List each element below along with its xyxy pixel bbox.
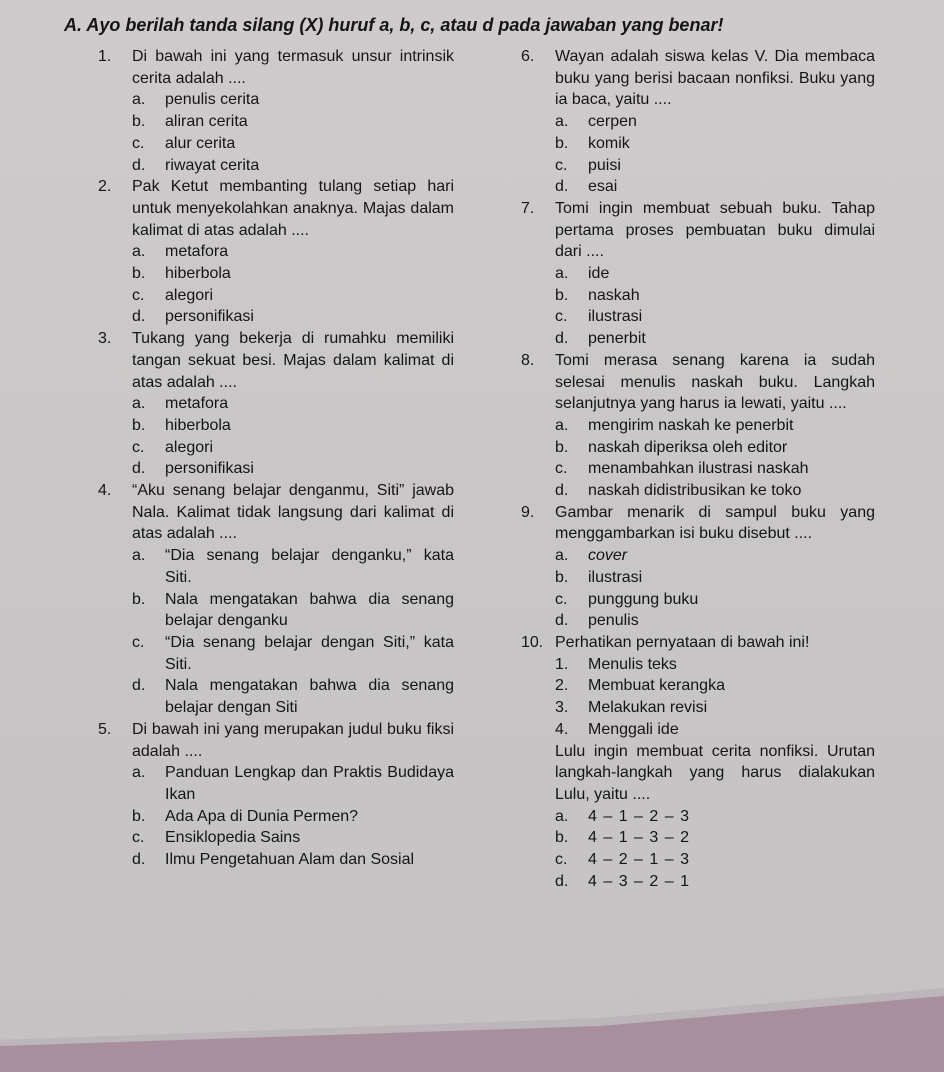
statement-text: Menulis teks [588,655,677,673]
question-stem: Di bawah ini yang termasuk unsur intrinsik cerita adalah .... [132,48,454,87]
option-label: a. [555,265,569,283]
option-text: 4 – 3 – 2 – 1 [588,872,690,890]
option-text: aliran cerita [165,113,248,131]
option-a[interactable] [132,89,454,111]
question-number: 10. [521,633,544,651]
question-number: 9. [521,503,535,521]
option-label: c. [132,438,145,456]
option-text: alegori [165,286,214,304]
option-text: naskah [588,286,640,304]
section-title: A. Ayo berilah tanda silang (X) huruf a, b, c, atau d pada jawaban yang benar! [64,15,724,35]
option-c[interactable] [555,849,875,871]
option-label: d. [555,178,569,196]
option-text: punggung buku [588,590,699,608]
option-text: personifikasi [165,308,254,326]
option-a[interactable] [132,545,454,588]
question-9 [521,502,875,632]
question-stem: Di bawah ini yang merupakan judul buku fiksi adalah .... [132,720,454,760]
option-label: c. [132,134,145,152]
statement-4 [555,719,875,741]
option-d[interactable] [555,871,875,893]
option-text: mengirim naskah ke penerbit [588,416,794,434]
option-c[interactable] [555,306,875,328]
option-label: c. [555,460,568,478]
option-text: Nala mengatakan bahwa dia senang belajar dengan Siti [165,677,454,717]
option-a[interactable] [555,806,875,828]
option-c[interactable] [555,589,875,611]
question-stem: Tomi ingin membuat sebuah buku. Tahap pertama proses pembuatan buku dimulai dari .... [555,199,875,261]
option-label: a. [555,113,569,131]
option-label: b. [132,590,146,608]
question-number: 7. [521,199,535,217]
option-label: d. [132,460,146,478]
option-c[interactable] [132,827,454,849]
option-text: 4 – 1 – 3 – 2 [588,829,690,847]
option-label: b. [555,829,569,847]
option-c[interactable] [132,133,454,155]
statement-text: Menggali ide [588,720,679,738]
option-text: “Dia senang belajar denganku,” kata Siti. [165,547,454,586]
option-text: hiberbola [165,416,231,434]
option-c[interactable] [132,632,454,675]
option-label: b. [555,134,569,152]
question-7 [521,198,875,350]
question-stem: Gambar menarik di sampul buku yang menggambarkan isi buku disebut .... [555,503,875,543]
option-text: naskah didistribusikan ke toko [588,482,802,500]
option-text: Ada Apa di Dunia Permen? [165,807,359,825]
option-text: personifikasi [165,460,254,478]
option-d[interactable] [132,155,454,177]
option-text: esai [588,178,618,196]
option-text: Ensiklopedia Sains [165,829,301,847]
option-text: penulis cerita [165,91,260,109]
option-b[interactable] [132,263,454,285]
right-column [521,46,875,892]
option-text: menambahkan ilustrasi naskah [588,460,809,478]
option-text: metafora [165,243,229,261]
question-4 [98,480,454,719]
option-b[interactable] [132,806,454,828]
option-text: metafora [165,395,229,413]
option-c[interactable] [132,285,454,307]
option-label: a. [132,764,146,782]
question-2 [98,176,454,328]
option-label: b. [132,807,146,825]
option-label: c. [555,308,568,326]
option-text: ilustrasi [588,308,643,326]
option-b[interactable] [132,111,454,133]
option-label: a. [555,807,569,825]
statement-label: 2. [555,677,569,695]
option-b[interactable] [132,589,454,632]
question-number: 4. [98,482,112,500]
option-label: a. [132,547,146,565]
option-label: a. [555,547,569,565]
option-label: a. [555,416,569,434]
option-text: cerpen [588,113,637,131]
statement-label: 1. [555,655,569,673]
option-text: alur cerita [165,134,236,152]
option-c[interactable] [132,437,454,459]
question-intro: Perhatikan pernyataan di bawah ini! [555,633,810,651]
statement-text: Membuat kerangka [588,677,725,695]
option-a[interactable] [555,263,875,285]
option-a[interactable] [555,545,875,567]
question-stem: “Aku senang belajar denganmu, Siti” jawab Nala. Kalimat tidak langsung dari kalimat di atas adalah .... [132,482,454,543]
question-6 [521,46,875,198]
option-text: Panduan Lengkap dan Praktis Budidaya Ikan [165,764,454,803]
option-label: a. [132,243,146,261]
option-text: puisi [588,156,621,174]
question-stem: Lulu ingin membuat cerita nonfiksi. Urutan langkah-langkah yang harus dialakukan Lulu, yaitu .... [555,742,875,803]
option-text: riwayat cerita [165,156,260,174]
option-label: d. [555,872,569,890]
option-b[interactable] [555,133,875,155]
question-number: 5. [98,720,112,738]
option-label: b. [132,113,146,131]
option-d[interactable] [132,849,454,871]
option-text: 4 – 1 – 2 – 3 [588,807,690,825]
option-label: c. [132,829,145,847]
option-label: b. [555,286,569,304]
question-number: 6. [521,48,535,65]
question-stem: Tukang yang bekerja di rumahku memiliki tangan sekuat besi. Majas dalam kalimat di atas adalah .... [132,330,454,391]
statement-label: 4. [555,720,569,738]
question-3 [98,328,454,480]
option-c[interactable] [555,155,875,177]
option-label: c. [132,633,145,651]
option-label: c. [132,286,145,304]
question-number: 8. [521,351,535,369]
question-10 [521,632,875,892]
option-text: 4 – 2 – 1 – 3 [588,851,690,869]
question-stem: Tomi merasa senang karena ia sudah selesai menulis naskah buku. Langkah selanjutnya yang harus ia lewati, yaitu .... [555,351,875,413]
option-label: a. [132,91,146,109]
question-number: 2. [98,178,112,196]
question-stem: Wayan adalah siswa kelas V. Dia membaca buku yang berisi bacaan nonfiksi. Buku yang ia baca, yaitu .... [555,48,875,109]
statement-1 [555,654,875,676]
option-text: naskah diperiksa oleh editor [588,438,788,456]
option-label: c. [555,851,568,869]
option-a[interactable] [132,762,454,805]
option-text: “Dia senang belajar dengan Siti,” kata Siti. [165,633,454,673]
option-a[interactable] [555,415,875,437]
option-d[interactable] [555,328,875,350]
option-label: d. [132,308,146,326]
option-b[interactable] [555,437,875,459]
option-text: cover [588,547,628,565]
option-d[interactable] [555,610,875,632]
option-label: b. [555,438,569,456]
option-label: c. [555,156,568,174]
option-d[interactable] [555,480,875,502]
question-number: 1. [98,48,112,65]
option-label: d. [555,330,569,348]
option-label: b. [132,265,146,283]
option-label: d. [132,156,146,174]
option-text: komik [588,134,630,152]
option-label: d. [555,612,569,630]
question-1 [98,46,454,176]
option-label: b. [132,416,146,434]
statement-2 [555,675,875,697]
option-text: penerbit [588,330,646,348]
option-label: d. [555,482,569,500]
option-d[interactable] [132,458,454,480]
option-d[interactable] [132,306,454,328]
question-stem: Pak Ketut membanting tulang setiap hari untuk menyekolahkan anaknya. Majas dalam kalimat di atas adalah .... [132,178,454,239]
option-text: penulis [588,612,639,630]
option-c[interactable] [555,458,875,480]
left-column [98,46,454,871]
option-a[interactable] [555,111,875,133]
option-a[interactable] [132,241,454,263]
option-text: hiberbola [165,265,231,283]
option-label: d. [132,851,146,869]
option-text: alegori [165,438,214,456]
option-text: ide [588,265,610,283]
option-d[interactable] [555,176,875,198]
statement-text: Melakukan revisi [588,699,708,717]
option-text: Nala mengatakan bahwa dia senang belajar denganku [165,590,454,630]
option-b[interactable] [132,415,454,437]
option-b[interactable] [555,567,875,589]
option-b[interactable] [555,285,875,307]
option-d[interactable] [132,675,454,718]
option-text: ilustrasi [588,568,643,586]
statement-3 [555,697,875,719]
option-label: d. [132,677,146,695]
question-number: 3. [98,330,112,348]
option-a[interactable] [132,393,454,415]
question-5 [98,719,454,871]
option-label: a. [132,395,146,413]
option-b[interactable] [555,827,875,849]
option-label: b. [555,568,569,586]
option-text: Ilmu Pengetahuan Alam dan Sosial [165,851,415,869]
question-8 [521,350,875,502]
statement-label: 3. [555,699,569,717]
option-label: c. [555,590,568,608]
